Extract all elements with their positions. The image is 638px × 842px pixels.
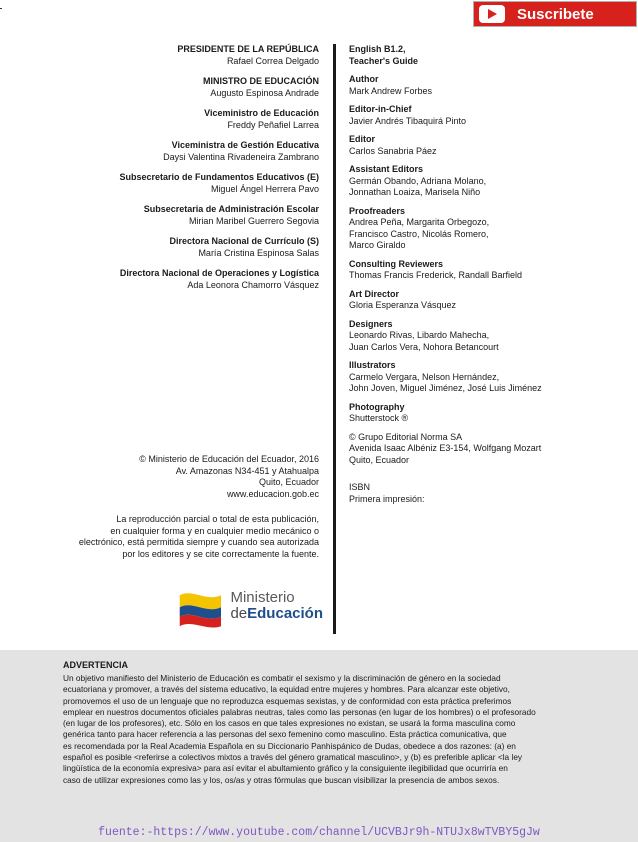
city-line: Quito, Ecuador xyxy=(258,477,319,487)
logo-wordmark xyxy=(230,590,323,622)
advertencia-line: español es posible <referirse a colectivos mixtos a través del género gramatical masculino>, y (b) es preferible aplicar <la ley xyxy=(63,752,523,763)
credit-name: Andrea Peña, Margarita Orbegozo, xyxy=(349,217,490,227)
credit-block xyxy=(349,104,609,127)
credit-block xyxy=(349,319,609,354)
ministerio-educacion-logo xyxy=(178,587,323,633)
ecuador-flag-emblem-icon xyxy=(178,587,224,631)
subscribe-label: Suscribete xyxy=(517,5,594,23)
ministry-copyright xyxy=(40,454,319,560)
copyright-norma-address: Avenida Isaac Albéniz E3-154, Wolfgang Mozart xyxy=(349,443,542,453)
credit-name: Leonardo Rivas, Libardo Mahecha, xyxy=(349,330,490,340)
credit-title: Viceministro de Educación xyxy=(204,108,319,118)
credit-block xyxy=(349,206,609,252)
credit-title: Assistant Editors xyxy=(349,164,424,174)
credit-name: Carlos Sanabria Páez xyxy=(349,145,437,156)
credit-block xyxy=(40,108,319,131)
credit-name: Freddy Peñafiel Larrea xyxy=(227,119,319,130)
credit-block xyxy=(349,134,609,157)
credit-block xyxy=(40,76,319,99)
credit-name: Juan Carlos Vera, Nohora Betancourt xyxy=(349,341,499,352)
isbn-block xyxy=(349,482,609,505)
advertencia-line: ecuatoriana y promover, a través del sistema educativo, la equidad entre mujeres y hombres. Para alcanzar este objetivo, xyxy=(63,684,510,695)
website-line: www.educacion.gob.ec xyxy=(226,488,319,499)
credit-block xyxy=(349,289,609,312)
advertencia-line: genérica tanto para hacer referencia a las personas del sexo femenino como masculino. Esta práctica comunicativa, que xyxy=(63,729,507,740)
credit-name: Carmelo Vergara, Nelson Hernández, xyxy=(349,371,500,382)
advertencia-line: lingüística de la economía expresiva> para así evitar el abultamiento gráfico y la consiguiente ilegibilidad que ocurriría en xyxy=(63,763,508,774)
copyright-norma xyxy=(349,432,609,467)
credit-title: Author xyxy=(349,74,379,84)
credit-title: Proofreaders xyxy=(349,205,406,216)
credit-name: Marco Giraldo xyxy=(349,240,406,250)
advertencia-title: ADVERTENCIA xyxy=(63,660,129,670)
source-link[interactable]: fuente:-https://www.youtube.com/channel/UCVBJr9h-NTUJx8wTVBY5gJw xyxy=(98,826,540,839)
credit-title: English B1.2, xyxy=(349,44,406,54)
logo-ministerio: Ministerio xyxy=(230,589,295,606)
advertencia-box xyxy=(0,650,638,842)
credit-name: Gloria Esperanza Vásquez xyxy=(349,300,457,310)
credit-block xyxy=(40,268,319,291)
credit-block xyxy=(40,172,319,195)
credit-title: Directora Nacional de Operaciones y Logística xyxy=(119,268,319,278)
credit-block xyxy=(349,164,609,199)
youtube-play-icon xyxy=(479,5,505,23)
credit-block xyxy=(40,204,319,227)
credit-name: Jonnathan Loaiza, Marisela Niño xyxy=(349,187,481,197)
credit-name: Mark Andrew Forbes xyxy=(349,85,433,96)
credit-name: Shutterstock ® xyxy=(349,413,409,423)
logo-de: de xyxy=(230,605,248,622)
reproduction-line: en cualquier forma y en cualquier medio mecánico o xyxy=(110,525,319,536)
first-printing-label: Primera impresión: xyxy=(349,493,425,504)
column-divider xyxy=(333,44,336,634)
credit-title: Directora Nacional de Currículo (S) xyxy=(169,236,319,246)
credit-name: Daysi Valentina Rivadeneira Zambrano xyxy=(163,151,319,162)
authorities-credits xyxy=(40,44,319,300)
credit-name: Augusto Espinosa Andrade xyxy=(210,87,319,98)
advertencia-line: (en lugar de los profesores), etc. Sólo en los casos en que tales expresiones no existan, se usará la forma masculina como xyxy=(63,718,516,729)
credit-title: Subsecretaria de Administración Escolar xyxy=(143,204,319,214)
credit-title: Illustrators xyxy=(349,360,396,370)
advertencia-line: promovemos el uso de un lenguaje que no reproduzca esquemas sexistas, y de conformidad con esta práctica preferimos xyxy=(63,695,512,706)
advertencia-line: caso de utilizar expresiones como las y los, os/as y otras fórmulas que buscan visibilizar la presencia de ambos sexos. xyxy=(63,774,500,785)
credit-name: Germán Obando, Adriana Molano, xyxy=(349,175,487,186)
advertencia-text xyxy=(63,673,583,786)
credit-title: Designers xyxy=(349,318,393,329)
credit-name: María Cristina Espinosa Salas xyxy=(198,247,319,258)
credit-name: Ada Leonora Chamorro Vásquez xyxy=(187,279,319,290)
credit-name: John Joven, Miguel Jiménez, José Luis Jiménez xyxy=(349,383,542,393)
credit-block xyxy=(349,360,609,395)
advertencia-line: Un objetivo manifiesto del Ministerio de Educación es combatir el sexismo y la discriminación de género en la sociedad xyxy=(63,673,501,683)
credit-title: Editor xyxy=(349,134,375,144)
address-line: Av. Amazonas N34-451 y Atahualpa xyxy=(175,465,319,476)
credit-title: PRESIDENTE DE LA REPÚBLICA xyxy=(177,44,319,54)
reproduction-notice xyxy=(40,514,319,560)
reproduction-line: La reproducción parcial o total de esta publicación, xyxy=(116,514,319,524)
subscribe-button[interactable] xyxy=(473,1,637,27)
credit-block xyxy=(349,74,609,97)
credit-name: Rafael Correa Delgado xyxy=(226,55,319,66)
reproduction-line: por los editores y se cite correctamente la fuente. xyxy=(122,548,319,559)
credit-name: Miguel Ángel Herrera Pavo xyxy=(210,183,319,194)
logo-educacion: Educación xyxy=(247,605,323,622)
credit-block xyxy=(349,259,609,282)
credit-block xyxy=(349,402,609,425)
advertencia-line: es recomendada por la Real Academia Española en su Diccionario Panhispánico de Dudas, obedece a dos razones: (a) en xyxy=(63,740,516,751)
credit-name: Javier Andrés Tibaquirá Pinto xyxy=(349,115,467,126)
crop-mark xyxy=(0,8,2,9)
copyright-norma-city: Quito, Ecuador xyxy=(349,454,410,465)
logo-de-educacion xyxy=(230,606,323,622)
copyright-norma-line: © Grupo Editorial Norma SA xyxy=(349,431,463,442)
advertencia-line: emplear en nuestros documentos oficiales palabras neutras, tales como las personas (en lugar de los hombres) o el profesorado xyxy=(63,706,536,717)
reproduction-line: electrónico, está permitida siempre y cuando sea autorizada xyxy=(78,537,319,547)
copyright-line: © Ministerio de Educación del Ecuador, 2016 xyxy=(139,454,319,464)
isbn-label: ISBN xyxy=(349,482,371,492)
credit-title: Viceministra de Gestión Educativa xyxy=(171,140,319,150)
credit-name: Francisco Castro, Nicolás Romero, xyxy=(349,228,489,239)
credit-title: Consulting Reviewers xyxy=(349,258,444,269)
credit-title: Art Director xyxy=(349,288,400,299)
credit-title: Subsecretario de Fundamentos Educativos (E) xyxy=(119,172,319,182)
credit-title: MINISTRO DE EDUCACIÓN xyxy=(202,76,319,86)
publication-credits xyxy=(349,44,609,512)
credit-name: Thomas Francis Frederick, Randall Barfield xyxy=(349,270,523,280)
credit-block xyxy=(40,140,319,163)
credit-block xyxy=(349,44,609,67)
credit-title: Editor-in-Chief xyxy=(349,104,412,114)
credit-name: Teacher's Guide xyxy=(349,55,418,66)
credit-name: Mirian Maribel Guerrero Segovia xyxy=(188,215,319,226)
credit-block xyxy=(40,44,319,67)
credit-block xyxy=(40,236,319,259)
credit-title: Photography xyxy=(349,401,405,412)
